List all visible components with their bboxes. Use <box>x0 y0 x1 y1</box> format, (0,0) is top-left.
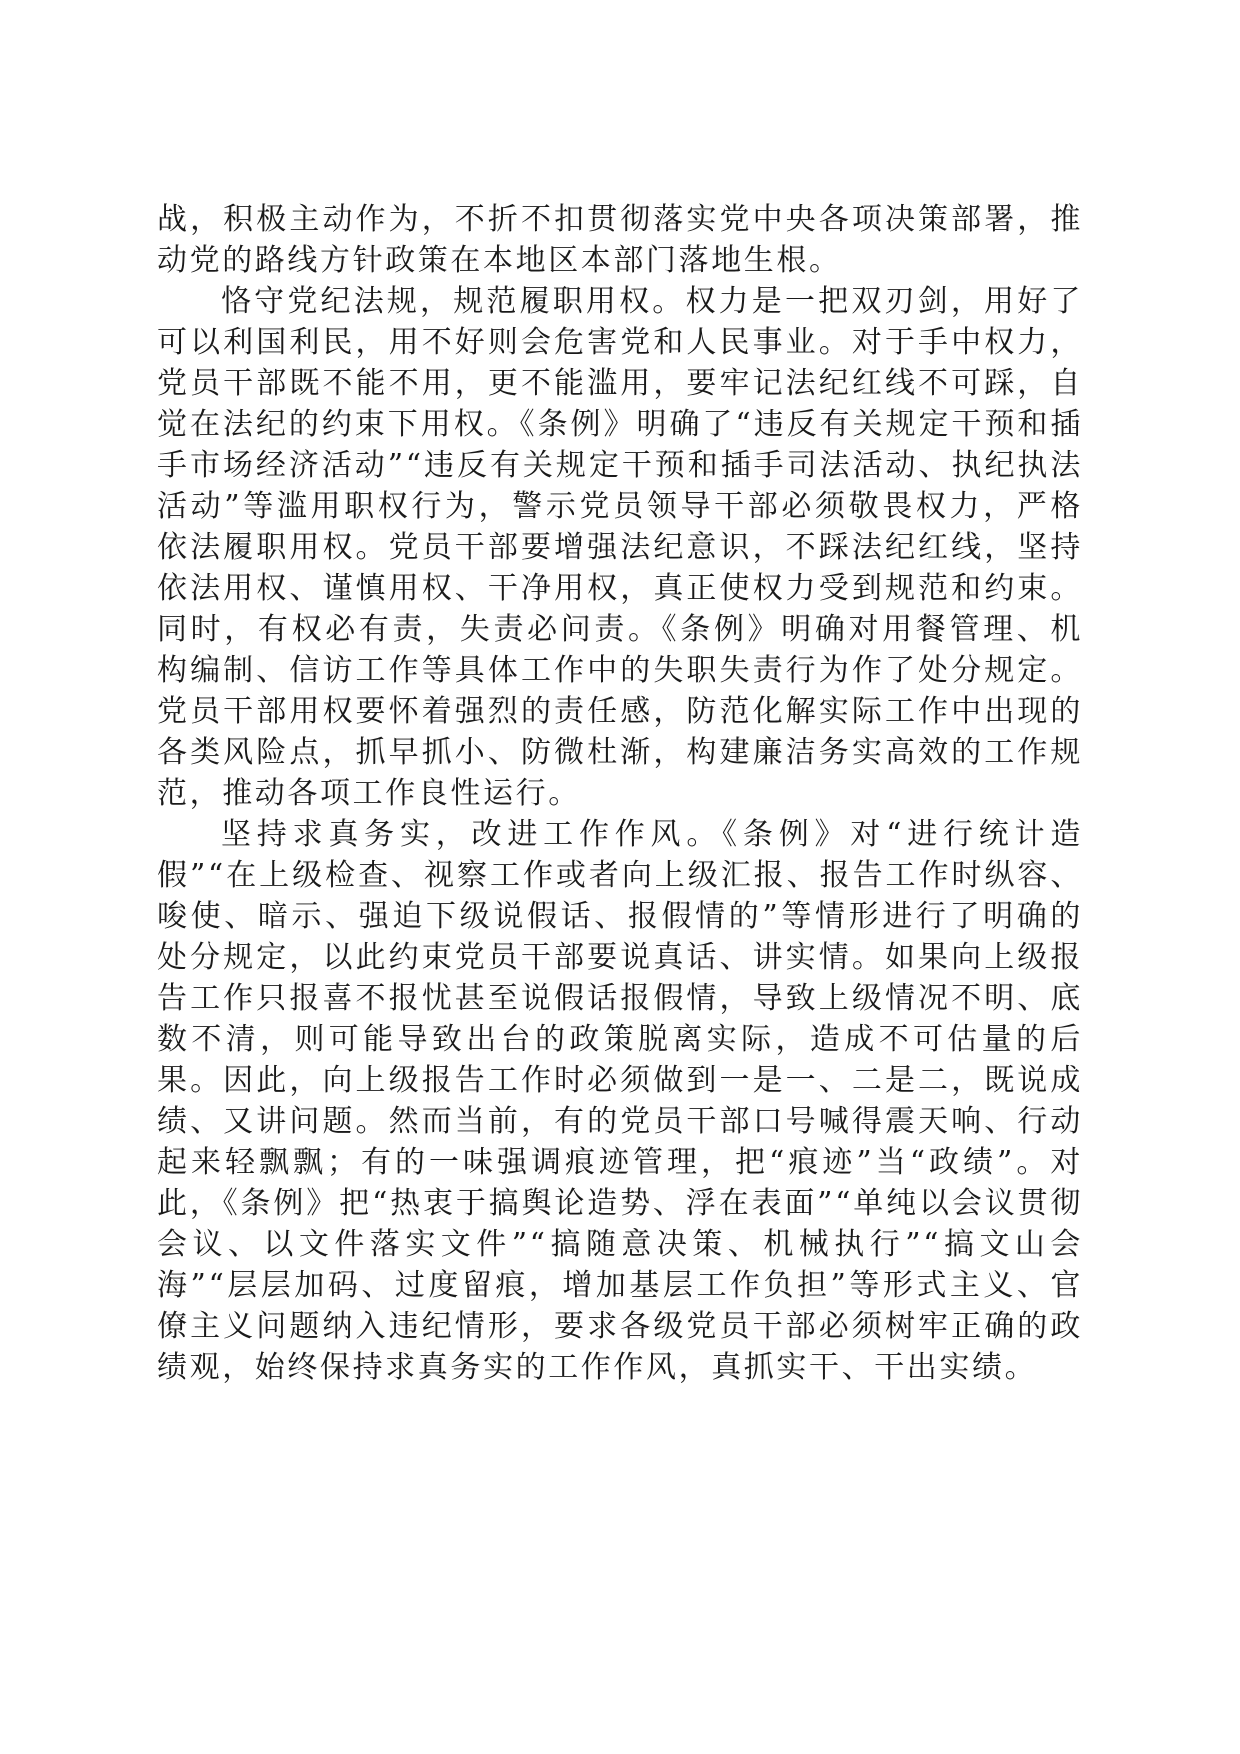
paragraph-work-style: 坚持求真务实，改进工作作风。《条例》对“进行统计造假”“在上级检查、视察工作或者向上级汇报、报告工作时纵容、唆使、暗示、强迫下级说假话、报假情的”等情形进行了明确的处分规定，以此约束党员干部要说真话、讲实情。如果向上级报告工作只报喜不报忧甚至说假话报假情，导致上级情况不明、底数不清，则可能导致出台的政策脱离实际，造成不可估量的后果。因此，向上级报告工作时必须做到一是一、二是二，既说成绩、又讲问题。然而当前，有的党员干部口号喊得震天响、行动起来轻飘飘；有的一味强调痕迹管理，把“痕迹”当“政绩”。对此，《条例》把“热衷于搞舆论造势、浮在表面”“单纯以会议贯彻会议、以文件落实文件”“搞随意决策、机械执行”“搞文山会海”“层层加码、过度留痕，增加基层工作负担”等形式主义、官僚主义问题纳入违纪情形，要求各级党员干部必须树牢正确的政绩观，始终保持求真务实的工作作风，真抓实干、干出实绩。 <box>157 817 1083 1385</box>
paragraph-continuation: 战，积极主动作为，不折不扣贯彻落实党中央各项决策部署，推动党的路线方针政策在本地区本部门落地生根。 <box>157 202 1083 278</box>
document-body <box>157 199 1083 1388</box>
paragraph-power-regulation: 恪守党纪法规，规范履职用权。权力是一把双刃剑，用好了可以利国利民，用不好则会危害党和人民事业。对于手中权力，党员干部既不能不用，更不能滥用，要牢记法纪红线不可踩，自觉在法纪的约束下用权。《条例》明确了“违反有关规定干预和插手市场经济活动”“违反有关规定干预和插手司法活动、执纪执法活动”等滥用职权行为，警示党员领导干部必须敬畏权力，严格依法履职用权。党员干部要增强法纪意识，不踩法纪红线，坚持依法用权、谨慎用权、干净用权，真正使权力受到规范和约束。同时，有权必有责，失责必问责。《条例》明确对用餐管理、机构编制、信访工作等具体工作中的失职失责行为作了处分规定。党员干部用权要怀着强烈的责任感，防范化解实际工作中出现的各类风险点，抓早抓小、防微杜渐，构建廉洁务实高效的工作规范，推动各项工作良性运行。 <box>157 284 1083 811</box>
